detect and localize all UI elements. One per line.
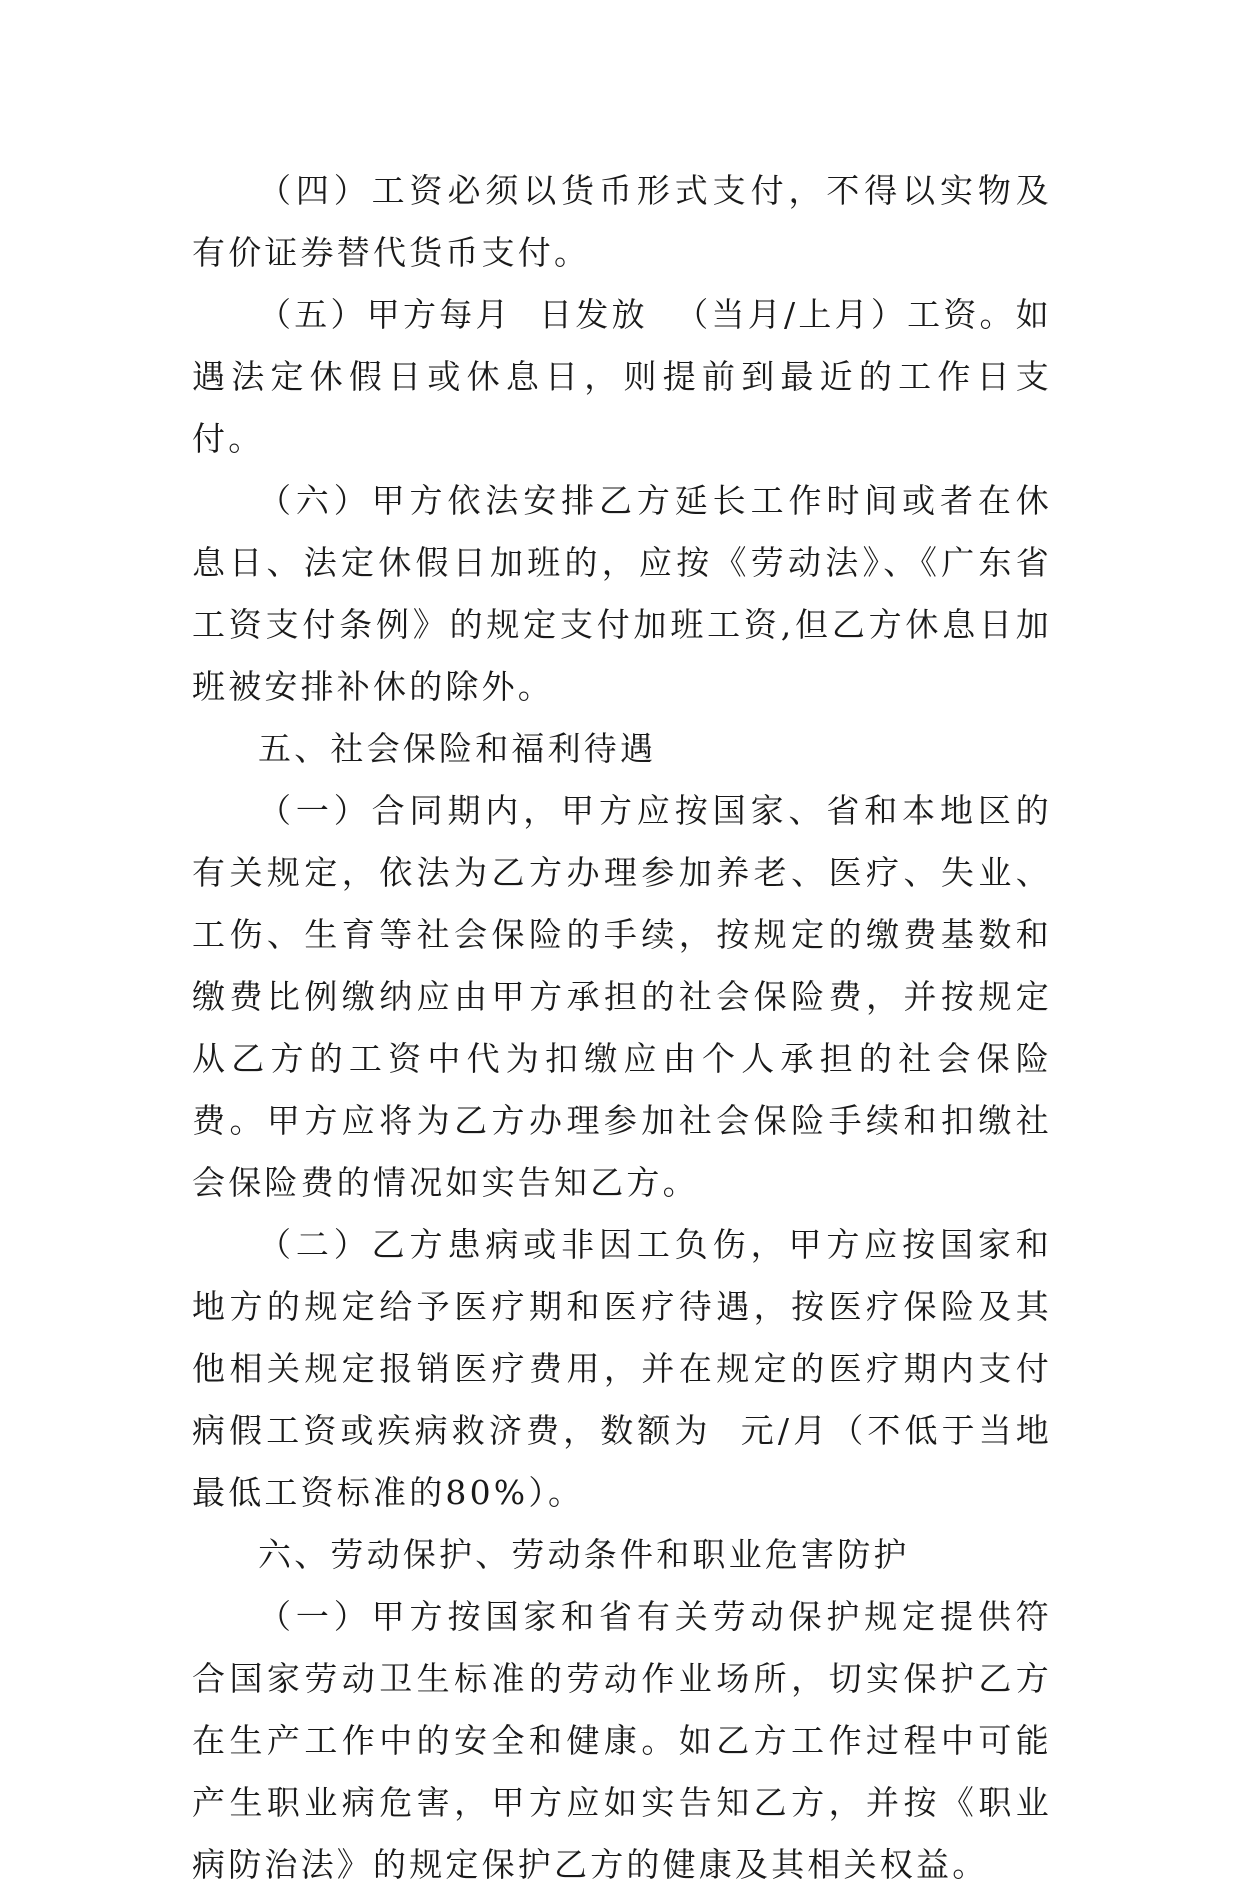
paragraph-labor-protection: （一）甲方按国家和省有关劳动保护规定提供符合国家劳动卫生标准的劳动作业场所，切实保护乙方在生产工作中的安全和健康。如乙方工作过程中可能产生职业病危害，甲方应如实告知乙方，并按《职业病防治法》的规定保护乙方的健康及其相关权益。 <box>192 1597 1052 1884</box>
section-heading-social-insurance: 五、社会保险和福利待遇 <box>258 729 657 768</box>
paragraph-wage-payday: （五）甲方每月 日发放 （当月/上月）工资。如遇法定休假日或休息日，则提前到最近的工作日支付。 <box>192 295 1052 458</box>
paragraph-overtime-pay: （六）甲方依法安排乙方延长工作时间或者在休息日、法定休假日加班的，应按《劳动法》、《广东省工资支付条例》的规定支付加班工资,但乙方休息日加班被安排补休的除外。 <box>192 481 1052 706</box>
document-body <box>192 160 1052 1896</box>
paragraph-social-insurance: （一）合同期内，甲方应按国家、省和本地区的有关规定，依法为乙方办理参加养老、医疗、失业、工伤、生育等社会保险的手续，按规定的缴费基数和缴费比例缴纳应由甲方承担的社会保险费，并按规定从乙方的工资中代为扣缴应由个人承担的社会保险费。甲方应将为乙方办理参加社会保险手续和扣缴社会保险费的情况如实告知乙方。 <box>192 791 1052 1202</box>
section-heading-labor-protection: 六、劳动保护、劳动条件和职业危害防护 <box>258 1535 910 1574</box>
paragraph-sick-leave: （二）乙方患病或非因工负伤，甲方应按国家和地方的规定给予医疗期和医疗待遇，按医疗保险及其他相关规定报销医疗费用，并在规定的医疗期内支付病假工资或疾病救济费，数额为 元/月（不低于当地最低工资标准的80%）。 <box>192 1225 1052 1512</box>
paragraph-wage-currency: （四）工资必须以货币形式支付，不得以实物及有价证券替代货币支付。 <box>192 171 1052 272</box>
